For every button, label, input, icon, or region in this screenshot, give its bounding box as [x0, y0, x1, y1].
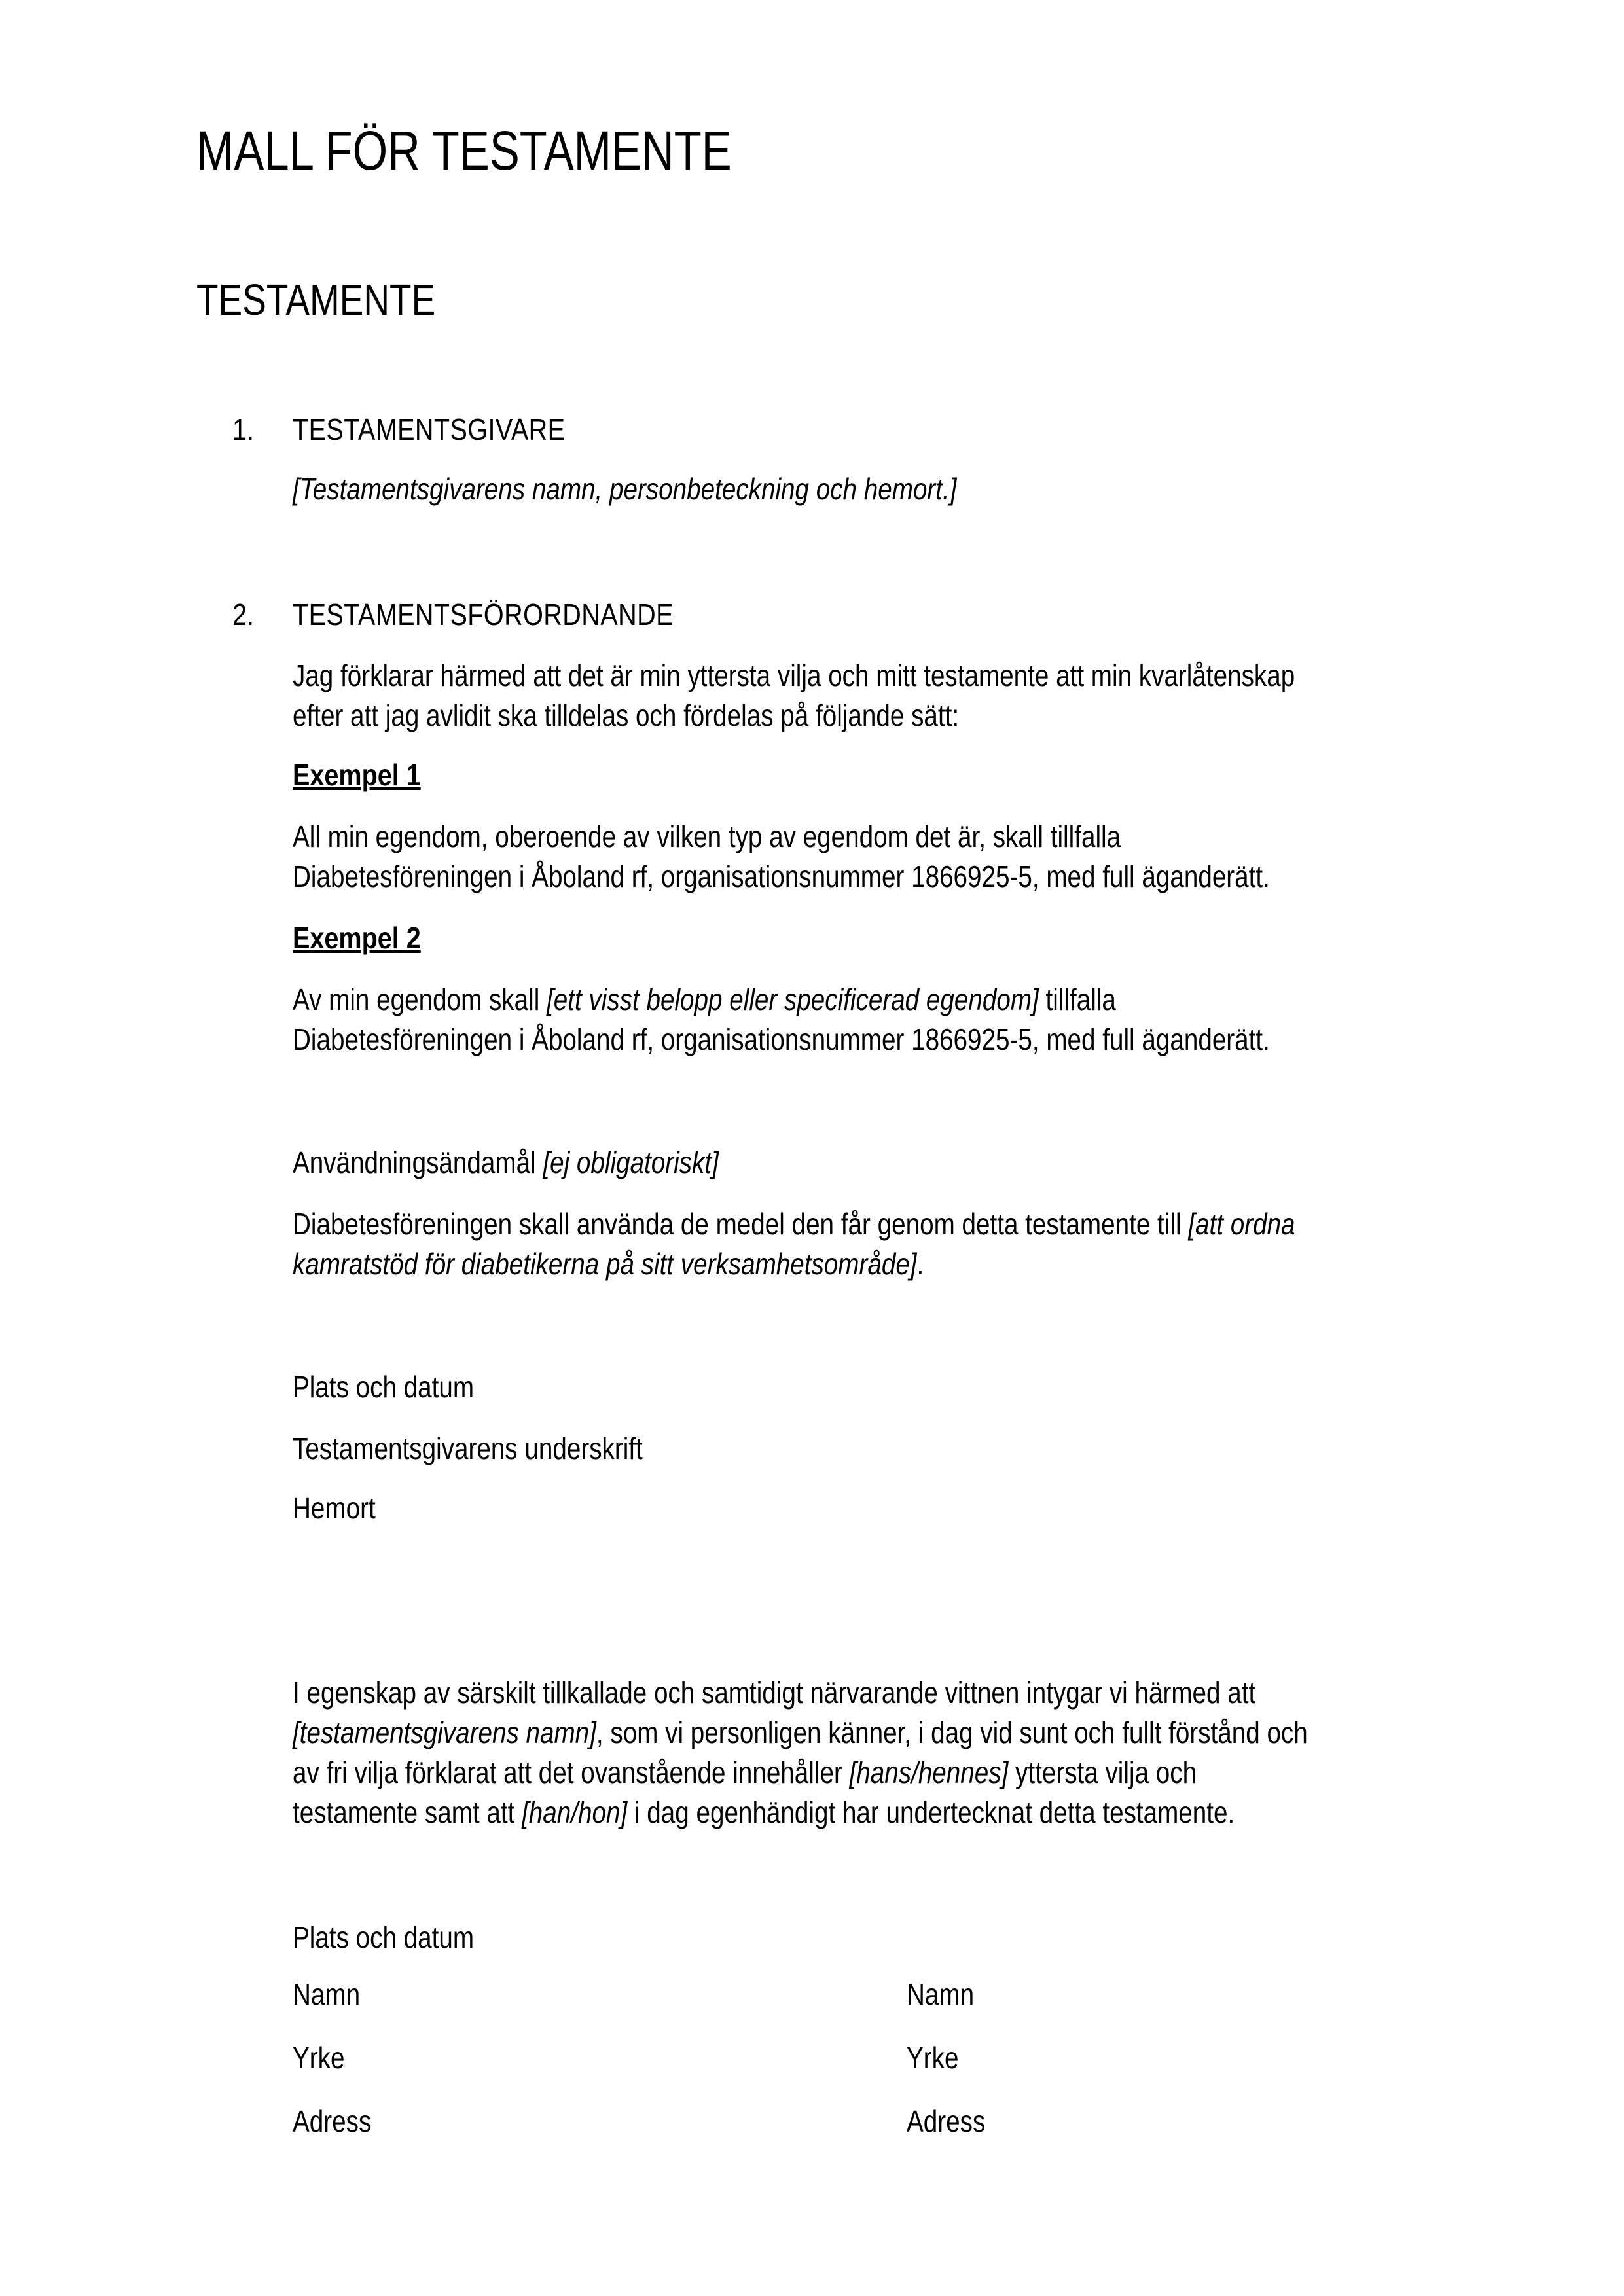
example-1-line-1: All min egendom, oberoende av vilken typ av egendom det är, skall tillfalla — [293, 819, 1121, 853]
disposition-intro-line-1: Jag förklarar härmed att det är min yttersta vilja och mitt testamente att min kvarlåtenskap — [293, 658, 1295, 692]
section-2-heading: TESTAMENTSFÖRORDNANDE — [293, 598, 674, 632]
usage-purpose-line-2: kamratstöd för diabetikerna på sitt verksamhetsområde]. — [293, 1247, 924, 1281]
witness-statement-line-1: I egenskap av särskilt tillkallade och samtidigt närvarande vittnen intygar vi härmed att — [293, 1676, 1256, 1710]
page-title: MALL FÖR TESTAMENTE — [196, 120, 732, 181]
section-2-number: 2. — [232, 598, 255, 632]
disposition-intro-line-2: efter att jag avlidit ska tilldelas och fördelas på följande sätt: — [293, 698, 960, 732]
witness-statement — [293, 1673, 1308, 1833]
witness-2-profession-label: Yrke — [907, 2041, 959, 2075]
witness-1-name-label: Namn — [293, 1977, 361, 2011]
witness-statement-line-3: av fri vilja förklarat att det ovanstående innehåller [hans/hennes] yttersta vilja och — [293, 1755, 1197, 1789]
witness-place-date-label: Plats och datum — [293, 1920, 475, 1954]
usage-purpose-label: Användningsändamål [ej obligatoriskt] — [293, 1145, 719, 1179]
usage-purpose-line-1: Diabetesföreningen skall använda de medel den får genom detta testamente till [att ordna — [293, 1207, 1295, 1241]
example-2-label: Exempel 2 — [293, 921, 421, 955]
witness-1-profession-label: Yrke — [293, 2041, 345, 2075]
witness-statement-line-4: testamente samt att [han/hon] i dag egenhändigt har undertecknat detta testamente. — [293, 1795, 1235, 1829]
testator-domicile-label: Hemort — [293, 1491, 376, 1525]
witness-1-address-label: Adress — [293, 2104, 372, 2138]
example-1-line-2: Diabetesföreningen i Åboland rf, organisationsnummer 1866925-5, med full äganderätt. — [293, 859, 1270, 893]
usage-purpose-text — [293, 1204, 1295, 1284]
testator-place-date-label: Plats och datum — [293, 1370, 475, 1404]
document-heading: TESTAMENTE — [196, 276, 436, 325]
example-1-label: Exempel 1 — [293, 758, 421, 792]
example-2-line-1: Av min egendom skall [ett visst belopp eller specificerad egendom] tillfalla — [293, 982, 1116, 1016]
witness-statement-line-2: [testamentsgivarens namn], som vi personligen känner, i dag vid sunt och fullt förstånd och — [293, 1715, 1308, 1749]
example-2-line-2: Diabetesföreningen i Åboland rf, organisationsnummer 1866925-5, med full äganderätt. — [293, 1022, 1270, 1056]
section-1-heading: TESTAMENTSGIVARE — [293, 412, 566, 446]
example-1-text — [293, 817, 1270, 897]
testator-placeholder: [Testamentsgivarens namn, personbeteckning och hemort.] — [293, 472, 957, 506]
witness-2-address-label: Adress — [907, 2104, 986, 2138]
disposition-intro — [293, 656, 1295, 736]
section-1-number: 1. — [232, 412, 255, 446]
testator-signature-label: Testamentsgivarens underskrift — [293, 1431, 643, 1465]
witness-2-name-label: Namn — [907, 1977, 975, 2011]
example-2-text — [293, 980, 1270, 1060]
